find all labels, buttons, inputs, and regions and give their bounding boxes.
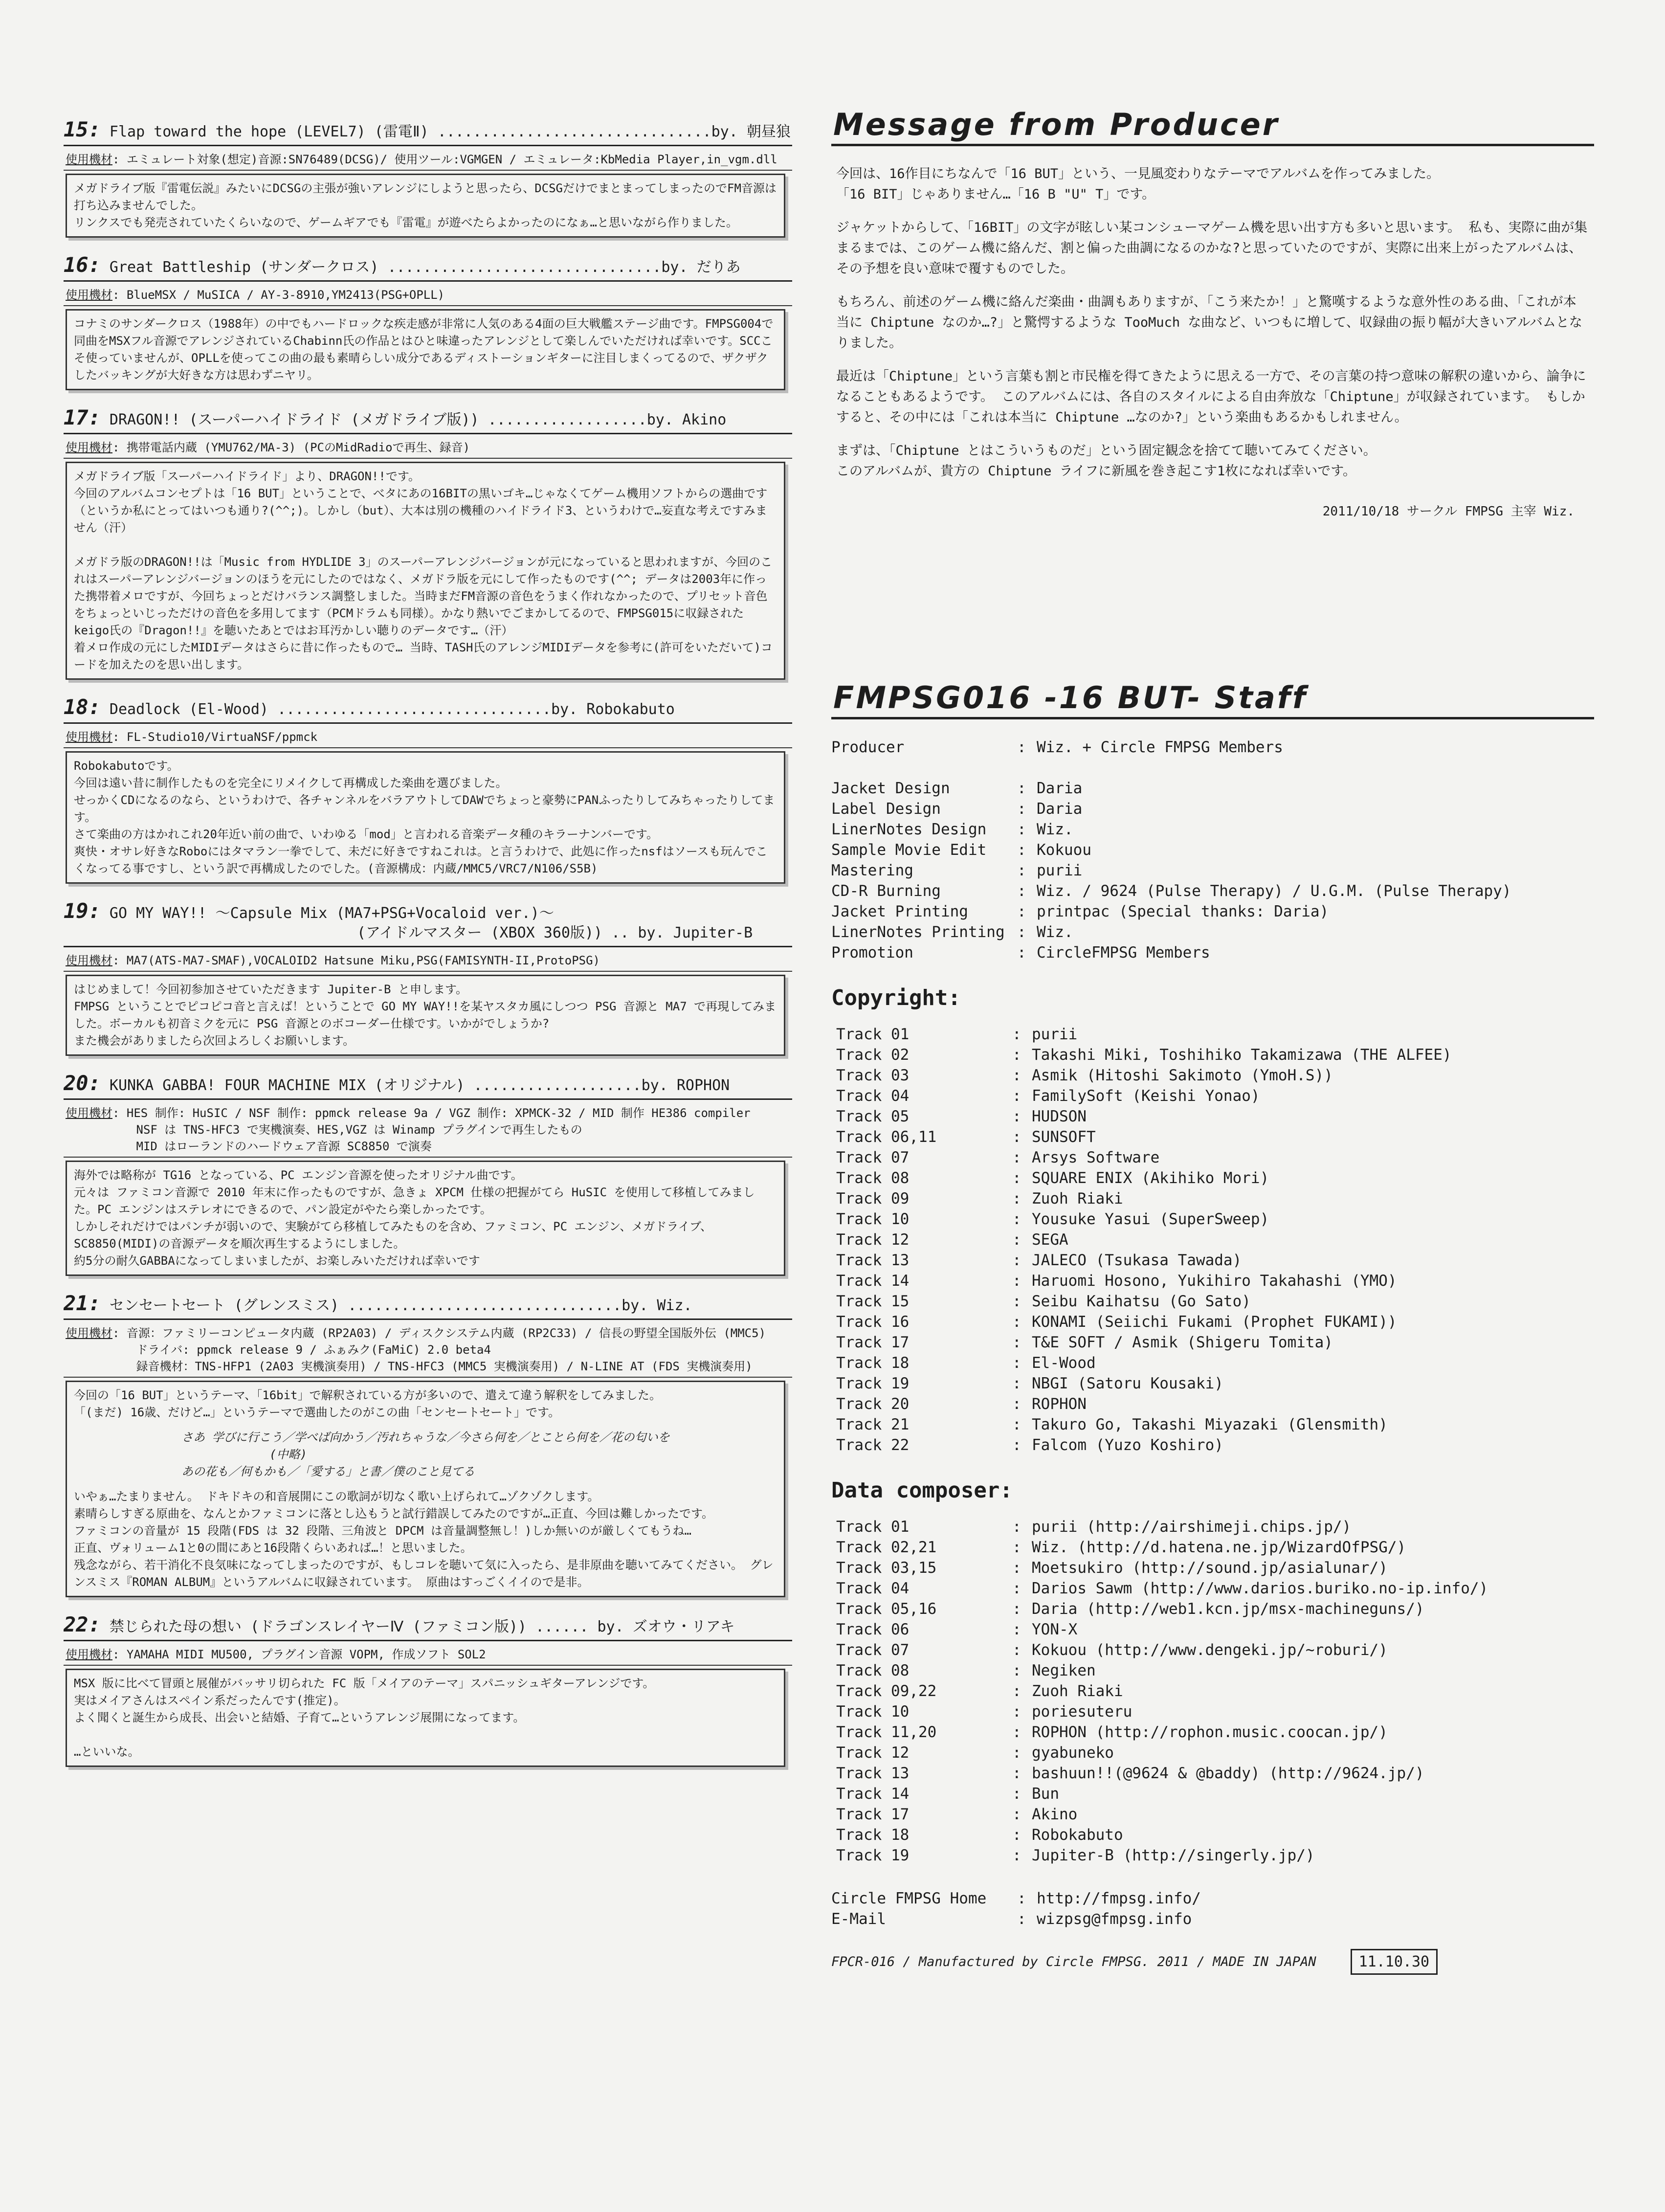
composer-row [831, 1517, 1594, 1537]
colon: : [1017, 944, 1026, 961]
comment-text: コナミのサンダークロス（1988年）の中でもハードロックな疾走感が非常に人気のある4面の巨大戦艦ステージ曲です。FMPSG004で同曲をMSXフル音源でアレンジされているChabinn氏の作品とはひと味違ったアレンジとして楽しんでいただければ幸いです。SCCこそ使っていませんが、OPLLを使ってこの曲の最も素晴らしい成分であるディストーションギターに注目しまくってるので、ザクザクしたバッキングが大好きな方は思わずニヤリ。 [74, 317, 774, 382]
equipment-line [64, 1105, 792, 1158]
copyright-heading: Copyright: [831, 985, 961, 1010]
equipment-text: : HES 制作: HuSIC / NSF 制作: ppmck release 9a / VGZ 制作: XPMCK-32 / MID 制作 HE386 compiler NSF は TNS-HFC3 で実機演奏、HES,VGZ は Winamp プラグインで再生したもの MID はローランドのハードウェア音源 SC8850 で演奏 [112, 1106, 751, 1153]
colon: : [1017, 800, 1026, 818]
row-key: LinerNotes Design [831, 821, 987, 838]
row-key: Track 13 [836, 1251, 910, 1269]
colon: : [1012, 1416, 1021, 1433]
equipment-line [64, 287, 792, 306]
colon: : [1012, 1169, 1021, 1187]
date-badge: 11.10.30 [1351, 1949, 1438, 1975]
colon: : [1012, 1067, 1021, 1084]
row-key: Track 09,22 [836, 1682, 937, 1700]
row-value: Zuoh Riaki [1032, 1682, 1123, 1700]
composer-row [831, 1743, 1594, 1763]
copyright-row [831, 1106, 1594, 1127]
footer [831, 1949, 1594, 1975]
colon: : [1012, 1826, 1021, 1844]
footer-text: FPCR-016 / Manufactured by Circle FMPSG. 2011 / MADE IN JAPAN [831, 1954, 1316, 1969]
row-value: Bun [1032, 1785, 1059, 1803]
copyright-row [831, 1127, 1594, 1147]
colon: : [1012, 1087, 1021, 1105]
colon: : [1012, 1293, 1021, 1310]
row-value: Takuro Go, Takashi Miyazaki (Glensmith) [1032, 1416, 1388, 1433]
row-key: Track 08 [836, 1662, 910, 1679]
comment-box [66, 975, 785, 1056]
track-title: センセートセート (グレンスミス) ...............................by. Wiz. [100, 1297, 692, 1314]
track-entry [64, 1294, 792, 1597]
track-entry [64, 1615, 792, 1767]
copyright-row [831, 1435, 1594, 1455]
track-title-line [64, 408, 792, 434]
row-value: http://fmpsg.info/ [1037, 1890, 1201, 1907]
row-value: ROPHON (http://rophon.music.coocan.jp/) [1032, 1723, 1388, 1741]
equipment-text: : FL-Studio10/VirtuaNSF/ppmck [112, 730, 318, 744]
colon: : [1012, 1539, 1021, 1556]
row-key: Track 22 [836, 1436, 910, 1454]
contact-row [831, 1909, 1594, 1929]
comment-box [66, 751, 785, 884]
copyright-row [831, 1414, 1594, 1435]
producer-staff-column [831, 108, 1594, 1975]
colon: : [1012, 1600, 1021, 1618]
comment-box [66, 1669, 785, 1767]
copyright-row [831, 1353, 1594, 1373]
composer-row [831, 1681, 1594, 1701]
row-value: Wiz. / 9624 (Pulse Therapy) / U.G.M. (Pulse Therapy) [1037, 882, 1511, 900]
composer-heading: Data composer: [831, 1478, 1013, 1503]
row-value: poriesuteru [1032, 1703, 1132, 1720]
message-paragraph: 今回は、16作目にちなんで「16 BUT」という、一見風変わりなテーマでアルバムを作ってみました。 「16 BIT」じゃありません…「16 B "U" T」です。 [836, 166, 1440, 202]
colon: : [1012, 1231, 1021, 1249]
row-value: YON-X [1032, 1621, 1078, 1638]
track-title-line [64, 697, 792, 724]
equipment-text: : 携帯電話内蔵 (YMU762/MA-3) (PCのMidRadioで再生、録音) [112, 441, 470, 454]
equipment-text: : 音源：ファミリーコンピュータ内蔵 (RP2A03) / ディスクシステム内蔵 (RP2C33) / 信長の野望全国版外伝 (MMC5) ドライバ: ppmck release 9 / ふぁみク(FaMiC) 2.0 beta4 録音機材：TNS-HFP1 (2A03 実機演奏用) / TNS-HFC3 (MMC5 実機演奏用) / N-LINE AT (FDS 実機演奏用) [112, 1326, 766, 1373]
row-value: Daria [1037, 800, 1083, 818]
message-paragraph: ジャケットからして、「16BIT」の文字が眩しい某コンシューマゲーム機を思い出す方も多いと思います。 私も、実際に曲が集まるまでは、このゲーム機に絡んだ、割と偏った曲調になるのかな?と思っていたのですが、実際に出来上がったアルバムは、その予想を良い意味で覆すものでした。 [836, 220, 1588, 276]
equipment-line [64, 1325, 792, 1378]
row-key: Track 07 [836, 1149, 910, 1166]
composer-row [831, 1558, 1594, 1578]
track-notes-column [64, 120, 792, 1785]
row-value: SEGA [1032, 1231, 1068, 1249]
copyright-row [831, 1168, 1594, 1188]
row-value: wizpsg@fmpsg.info [1037, 1910, 1192, 1928]
composer-row [831, 1537, 1594, 1558]
equipment-label: 使用機材 [66, 288, 112, 302]
row-key: Track 01 [836, 1026, 910, 1043]
row-key: Track 05,16 [836, 1600, 937, 1618]
track-title: Great Battleship (サンダークロス) ...............................by. だりあ [100, 259, 741, 276]
staff-row [831, 901, 1594, 922]
track-title-line [64, 1615, 792, 1641]
track-title: DRAGON!! (スーパーハイドライド (メガドライブ版)) ..................by. Akino [100, 411, 727, 428]
row-key: Track 09 [836, 1190, 910, 1207]
row-value: CircleFMPSG Members [1037, 944, 1210, 961]
copyright-row [831, 1229, 1594, 1250]
comment-text: 今回の「16 BUT」というテーマ、「16bit」で解釈されている方が多いので、遣えて違う解釈をしてみました。 「(まだ) 16歳、だけど…」というテーマで選曲したのがこの曲「センセートセート」です。 [74, 1388, 662, 1419]
comment-text: メガドライブ版『雷電伝説』みたいにDCSGの主張が強いアレンジにしようと思ったら、DCSGだけでまとまってしまったのでFM音源は打ち込みませんでした。 リンクスでも発売されていたくらいなので、ゲームギアでも『雷電』が遊べたらよかったのになぁ…と思いながら作りました。 [74, 181, 777, 229]
staff-row [831, 922, 1594, 942]
copyright-row [831, 1147, 1594, 1168]
row-key: Track 17 [836, 1806, 910, 1823]
equipment-label: 使用機材 [66, 441, 112, 454]
copyright-row [831, 1209, 1594, 1229]
colon: : [1012, 1621, 1021, 1638]
equipment-line [64, 151, 792, 171]
row-value: Akino [1032, 1806, 1078, 1823]
row-value: El-Wood [1032, 1354, 1096, 1372]
staff-row [831, 860, 1594, 881]
track-number: 19: [64, 901, 101, 923]
colon: : [1017, 923, 1026, 941]
row-value: JALECO (Tsukasa Tawada) [1032, 1251, 1242, 1269]
lyrics-block [74, 1429, 777, 1480]
equipment-line [64, 439, 792, 459]
staff-row [831, 799, 1594, 819]
producer-heading: Message from Producer [831, 108, 1594, 146]
row-key: Promotion [831, 944, 913, 961]
colon: : [1017, 903, 1026, 920]
composer-row [831, 1599, 1594, 1619]
row-value: Yousuke Yasui (SuperSweep) [1032, 1210, 1269, 1228]
row-value: Takashi Miki, Toshihiko Takamizawa (THE ALFEE) [1032, 1046, 1452, 1064]
row-key: Track 18 [836, 1826, 910, 1844]
row-key: LinerNotes Printing [831, 923, 1005, 941]
track-title-line [64, 255, 792, 282]
comment-box [66, 1161, 785, 1276]
composer-row [831, 1763, 1594, 1784]
colon: : [1012, 1765, 1021, 1782]
colon: : [1012, 1785, 1021, 1803]
colon: : [1012, 1375, 1021, 1392]
colon: : [1012, 1354, 1021, 1372]
row-key: Track 21 [836, 1416, 910, 1433]
row-value: HUDSON [1032, 1108, 1087, 1125]
track-number: 17: [64, 408, 101, 429]
row-key: Track 07 [836, 1641, 910, 1659]
track-title-line [64, 1073, 792, 1100]
equipment-label: 使用機材 [66, 1648, 112, 1661]
equipment-label: 使用機材 [66, 1326, 112, 1340]
copyright-row [831, 1086, 1594, 1106]
comment-text: 海外では略称が TG16 となっている、PC エンジン音源を使ったオリジナル曲です。 元々は ファミコン音源で 2010 年末に作ったものですが、急きょ XPCM 仕様の把握がてら HuSIC を使用して移植してみました。PC エンジンはステレオにできるので、パン設定がやたら楽しかったです。 しかしそれだけではパンチが弱いので、実験がてら移植してみたものを含め、ファミコン、PC エンジン、メガドライブ、SC8850(MIDI)の音源データを順次再生するようにしました。 約5分の耐久GABBAになってしまいましたが、お楽しみいただければ幸いです [74, 1168, 755, 1268]
row-value: purii [1032, 1026, 1078, 1043]
colon: : [1017, 780, 1026, 797]
message-paragraph: もちろん、前述のゲーム機に絡んだ楽曲・曲調もありますが、「こう来たか！」と驚嘆するような意外性のある曲、「これが本当に Chiptune なのか…?」と驚愕するような TooMuch な曲など、いつもに増して、収録曲の振り幅が大きいアルバムとなりました。 [836, 294, 1582, 351]
row-key: Track 20 [836, 1395, 910, 1413]
colon: : [1012, 1806, 1021, 1823]
row-value: bashuun!!(@9624 & @baddy) (http://9624.jp/) [1032, 1765, 1424, 1782]
track-number: 18: [64, 697, 101, 719]
copyright-row [831, 1394, 1594, 1414]
row-value: SQUARE ENIX (Akihiko Mori) [1032, 1169, 1269, 1187]
composer-row [831, 1804, 1594, 1825]
equipment-label: 使用機材 [66, 954, 112, 967]
contact-list [831, 1888, 1594, 1929]
track-number: 20: [64, 1073, 101, 1095]
row-value: Daria (http://web1.kcn.jp/msx-machineguns/) [1032, 1600, 1424, 1618]
row-key: Track 10 [836, 1703, 910, 1720]
staff-row [831, 942, 1594, 963]
row-key: E-Mail [831, 1910, 886, 1928]
colon: : [1017, 821, 1026, 838]
row-value: Kokuou (http://www.dengeki.jp/~roburi/) [1032, 1641, 1388, 1659]
row-key: Sample Movie Edit [831, 841, 987, 859]
equipment-label: 使用機材 [66, 730, 112, 744]
row-key: CD-R Burning [831, 882, 941, 900]
row-value: purii [1037, 862, 1083, 879]
colon: : [1017, 841, 1026, 859]
colon: : [1012, 1334, 1021, 1351]
row-key: Track 02 [836, 1046, 910, 1064]
row-key: Track 11,20 [836, 1723, 937, 1741]
row-key: Track 19 [836, 1847, 910, 1864]
row-key: Label Design [831, 800, 941, 818]
row-key: Track 18 [836, 1354, 910, 1372]
track-entry [64, 120, 792, 238]
composer-row [831, 1845, 1594, 1866]
colon: : [1012, 1128, 1021, 1146]
track-title: Deadlock (El-Wood) ...............................by. Robokabuto [100, 701, 675, 718]
equipment-text: : BlueMSX / MuSICA / AY-3-8910,YM2413(PSG+OPLL) [112, 288, 445, 302]
row-value: Moetsukiro (http://sound.jp/asialunar/) [1032, 1559, 1388, 1577]
row-value: KONAMI (Seiichi Fukami (Prophet FUKAMI)) [1032, 1313, 1397, 1331]
row-value: purii (http://airshimeji.chips.jp/) [1032, 1518, 1352, 1536]
row-value: Jupiter-B (http://singerly.jp/) [1032, 1847, 1315, 1864]
colon: : [1017, 738, 1026, 756]
row-key: Track 19 [836, 1375, 910, 1392]
lyric-line: あの花も／何もかも／「愛する」と書／僕のこと見てる [181, 1465, 475, 1478]
row-key: Track 16 [836, 1313, 910, 1331]
staff-list [831, 778, 1594, 963]
track-number: 22: [64, 1615, 101, 1636]
producer-message [836, 164, 1589, 482]
colon: : [1012, 1847, 1021, 1864]
colon: : [1012, 1313, 1021, 1331]
row-key: Jacket Printing [831, 903, 968, 920]
lyric-line: (中略) [269, 1448, 307, 1461]
copyright-row [831, 1373, 1594, 1394]
track-number: 15: [64, 120, 101, 141]
row-key: Track 15 [836, 1293, 910, 1310]
row-value: Darios Sawm (http://www.darios.buriko.no-ip.info/) [1032, 1580, 1488, 1597]
colon: : [1017, 882, 1026, 900]
staff-producer-row [831, 737, 1594, 758]
composer-row [831, 1784, 1594, 1804]
row-key: Track 06 [836, 1621, 910, 1638]
track-title-line [64, 1294, 792, 1320]
copyright-row [831, 1045, 1594, 1065]
row-value: T&E SOFT / Asmik (Shigeru Tomita) [1032, 1334, 1333, 1351]
row-value: Asmik (Hitoshi Sakimoto (YmoH.S)) [1032, 1067, 1333, 1084]
track-title: GO MY WAY!! ～Capsule Mix (MA7+PSG+Vocaloid ver.)～ [100, 905, 554, 922]
staff-row [831, 881, 1594, 901]
colon: : [1012, 1703, 1021, 1720]
contact-row [831, 1888, 1594, 1909]
colon: : [1012, 1682, 1021, 1700]
comment-box [66, 1381, 785, 1597]
row-value: Seibu Kaihatsu (Go Sato) [1032, 1293, 1251, 1310]
row-key: Track 03 [836, 1067, 910, 1084]
equipment-line [64, 952, 792, 972]
row-key: Track 04 [836, 1580, 910, 1597]
track-entry [64, 1073, 792, 1276]
comment-text: はじめまして！今回初参加させていただきます Jupiter-B と申します。 FMPSG ということでピコピコ音と言えば！ということで GO MY WAY!!を某ヤスタカ風にしつつ PSG 音源と MA7 で再現してみました。ボーカルも初音ミクを元に PSG 音源とのボコーダー仕様です。いかがでしょうか? また機会がありましたら次回よろしくお願いします。 [74, 983, 777, 1048]
colon: : [1012, 1723, 1021, 1741]
row-key: Circle FMPSG Home [831, 1890, 987, 1907]
row-key: Track 10 [836, 1210, 910, 1228]
track-title: Flap toward the hope (LEVEL7) (雷電Ⅱ) ...............................by. 朝昼狼 [100, 123, 791, 140]
track-entry [64, 255, 792, 390]
row-value: Haruomi Hosono, Yukihiro Takahashi (YMO) [1032, 1272, 1397, 1290]
row-value: NBGI (Satoru Kousaki) [1032, 1375, 1223, 1392]
message-paragraph: 最近は「Chiptune」という言葉も割と市民権を得てきたように思える一方で、その言葉の持つ意味の解釈の違いから、論争になることもあるようです。 このアルバムには、各自のスタイルによる自由奔放な「Chiptune」が収録されています。 もしかすると、その中には「これは本当に Chiptune …なのか?」という楽曲もあるかもしれません。 [836, 369, 1586, 425]
row-key: Track 01 [836, 1518, 910, 1536]
colon: : [1017, 862, 1026, 879]
row-value: Robokabuto [1032, 1826, 1123, 1844]
staff-row [831, 819, 1594, 840]
colon: : [1012, 1580, 1021, 1597]
copyright-row [831, 1250, 1594, 1271]
copyright-row [831, 1332, 1594, 1353]
row-value: Kokuou [1037, 841, 1091, 859]
copyright-row [831, 1291, 1594, 1312]
staff-role: Producer [831, 738, 905, 756]
colon: : [1012, 1026, 1021, 1043]
row-key: Track 06,11 [836, 1128, 937, 1146]
colon: : [1012, 1744, 1021, 1762]
row-key: Track 17 [836, 1334, 910, 1351]
colon: : [1012, 1518, 1021, 1536]
track-title: 禁じられた母の想い (ドラゴンスレイヤーⅣ (ファミコン版)) ...... by. ズオウ・リアキ [100, 1618, 735, 1635]
row-value: printpac (Special thanks: Daria) [1037, 903, 1329, 920]
row-key: Track 04 [836, 1087, 910, 1105]
row-value: Falcom (Yuzo Koshiro) [1032, 1436, 1223, 1454]
track-entry [64, 408, 792, 680]
comment-box [66, 174, 785, 238]
equipment-text: : エミュレート対象(想定)音源:SN76489(DCSG)/ 使用ツール:VGMGEN / エミュレータ:KbMedia Player,in_vgm.dll [112, 153, 777, 166]
comment-text: いやぁ…たまりません。 ドキドキの和音展開にこの歌詞が切なく歌い上げられて…ゾクゾクします。 素晴らしすぎる原曲を、なんとかファミコンに落とし込もうと試行錯誤してみたのですが…正直、今回は難しかったです。 ファミコンの音量が 15 段階(FDS は 32 段階、三角波と DPCM は音量調整無し！)しか無いのが厳しくてもうね… 正直、ヴォリューム1と0の間にあと16段階くらいあれば…！と思いました。 残念ながら、若干消化不良気味になってしまったのですが、もしコレを聴いて気に入ったら、是非原曲を聴いてみてください。 グレンスミス『ROMAN ALBUM』というアルバムに収録されています。 原曲はすっごくイイので是非。 [74, 1490, 774, 1589]
track-number: 16: [64, 255, 101, 277]
composer-row [831, 1619, 1594, 1640]
equipment-text: : MA7(ATS-MA7-SMAF),VOCALOID2 Hatsune Miku,PSG(FAMISYNTH-II,ProtoPSG) [112, 954, 600, 967]
track-title: KUNKA GABBA! FOUR MACHINE MIX (オリジナル) ...................by. ROPHON [100, 1077, 730, 1094]
colon: : [1017, 1890, 1026, 1907]
row-value: FamilySoft (Keishi Yonao) [1032, 1087, 1260, 1105]
track-entry [64, 901, 792, 1056]
row-value: Zuoh Riaki [1032, 1190, 1123, 1207]
colon: : [1012, 1662, 1021, 1679]
row-key: Track 02,21 [836, 1539, 937, 1556]
row-value: Arsys Software [1032, 1149, 1160, 1166]
comment-box [66, 309, 785, 390]
row-value: Wiz. [1037, 923, 1073, 941]
colon: : [1012, 1046, 1021, 1064]
equipment-label: 使用機材 [66, 153, 112, 166]
staff-member: Wiz. + Circle FMPSG Members [1037, 738, 1283, 756]
track-title-line [64, 120, 792, 146]
colon: : [1012, 1436, 1021, 1454]
comment-text: Robokabutoです。 今回は遠い昔に制作したものを完全にリメイクして再構成した楽曲を選びました。 せっかくCDになるのなら、というわけで、各チャンネルをバラアウトしてDAWでちょっと豪勢にPANふったりしてみちゃったりしてます。 さて楽曲の方はかれこれ20年近い前の曲で、いわゆる「mod」と言われる音楽データ種のキラーナンバーです。 爽快・オサレ好きなRoboにはタマラン一拳でして、未だに好きですねこれは。と言うわけで、此処に作ったnsfはソースも玩んでこくなってる事ですし、という訳で再構成したのでした。(音源構成：内蔵/MMC5/VRC7/N106/S5B) [74, 759, 775, 875]
copyright-row [831, 1188, 1594, 1209]
colon: : [1012, 1190, 1021, 1207]
row-key: Track 12 [836, 1744, 910, 1762]
copyright-row [831, 1312, 1594, 1332]
composer-row [831, 1578, 1594, 1599]
row-value: ROPHON [1032, 1395, 1087, 1413]
comment-text: メガドライブ版「スーパーハイドライド」より、DRAGON!!です。 今回のアルバムコンセプトは「16 BUT」ということで、べタにあの16BITの黒いゴキ…じゃなくてゲーム機用ソフトからの選曲です（というか私にとってはいつも通り?(^^;)。しかし（but）、大本は別の機種のハイドライド3、というわけで…妄直な考えですみません（汗） メガドラ版のDRAGON!!は「Music from HYDLIDE 3」のスーパーアレンジバージョンが元になっていると思われますが、今回のこれはスーパーアレンジバージョンのほうを元にしたのではなく、メガドラ版を元にして作ったものです(^^; データは2003年に作った携帯着メロですが、今回ちょっとだけバランス調整しました。当時まだFM音源の音色をうまく作れなかったので、プリセット音色をちょっといじっただけの音色を多用してます（PCMドラムも同様）。かなり熱いでごまかしてるので、FMPSG015に収録されたkeigo氏の『Dragon!!』を聴いたあとではお耳汚かしい聴りのデータです…（汗） 着メロ作成の元にしたMIDIデータはさらに昔に作ったもので… 当時、TASH氏のアレンジMIDIデータを参考に(許可をいただいて)コードを加えたのを思い出します。 [74, 469, 773, 671]
copyright-row [831, 1024, 1594, 1045]
colon: : [1012, 1641, 1021, 1659]
track-entry [64, 697, 792, 884]
composer-row [831, 1825, 1594, 1845]
row-key: Jacket Design [831, 780, 950, 797]
row-key: Mastering [831, 862, 913, 879]
producer-signature: 2011/10/18 サークル FMPSG 主宰 Wiz. [1322, 504, 1575, 519]
row-key: Track 03,15 [836, 1559, 937, 1577]
colon: : [1012, 1395, 1021, 1413]
track-number: 21: [64, 1294, 101, 1315]
staff-row [831, 778, 1594, 799]
message-paragraph: まずは、「Chiptune とはこういうものだ」という固定観念を捨てて聴いてみてください。 このアルバムが、貴方の Chiptune ライフに新風を巻き起こす1枚になれば幸いです。 [836, 443, 1376, 479]
row-key: Track 14 [836, 1785, 910, 1803]
colon: : [1012, 1251, 1021, 1269]
copyright-row [831, 1065, 1594, 1086]
row-key: Track 05 [836, 1108, 910, 1125]
row-value: Wiz. [1037, 821, 1073, 838]
row-value: Wiz. (http://d.hatena.ne.jp/WizardOfPSG/) [1032, 1539, 1406, 1556]
track-subtitle: (アイドルマスター (XBOX 360版)) .. by. Jupiter-B [357, 924, 753, 941]
row-key: Track 14 [836, 1272, 910, 1290]
row-value: Daria [1037, 780, 1083, 797]
colon: : [1012, 1210, 1021, 1228]
composer-row [831, 1640, 1594, 1660]
comment-text: MSX 版に比べて冒頭と展催がバッサリ切られた FC 版「メイアのテーマ」スパニッシュギターアレンジです。 実はメイアさんはスペイン系だったんです(推定)。 よく聞くと誕生から成長、出会いと結婚、子育て…というアレンジ展開になってます。 …といいな。 [74, 1676, 655, 1759]
lyric-line: さあ 学びに行こう／学べば向かう／汚れちゃうな／今さら何を／とことら何を／花の匂いを [181, 1430, 670, 1444]
composer-row [831, 1660, 1594, 1681]
equipment-text: : YAMAHA MIDI MU500, プラグイン音源 VOPM, 作成ソフト SOL2 [112, 1648, 486, 1661]
equipment-line [64, 1646, 792, 1666]
equipment-line [64, 729, 792, 748]
copyright-row [831, 1271, 1594, 1291]
row-value: Negiken [1032, 1662, 1096, 1679]
row-key: Track 08 [836, 1169, 910, 1187]
equipment-label: 使用機材 [66, 1106, 112, 1120]
colon: : [1017, 1910, 1026, 1928]
colon: : [1012, 1108, 1021, 1125]
colon: : [1012, 1272, 1021, 1290]
composer-row [831, 1701, 1594, 1722]
colon: : [1012, 1149, 1021, 1166]
copyright-list [831, 1024, 1594, 1455]
colon: : [1012, 1559, 1021, 1577]
track-title-line [64, 901, 792, 947]
staff-heading: FMPSG016 -16 BUT- Staff [831, 681, 1594, 719]
row-key: Track 13 [836, 1765, 910, 1782]
comment-box [66, 462, 785, 680]
composer-list [831, 1517, 1594, 1866]
row-value: gyabuneko [1032, 1744, 1114, 1762]
composer-row [831, 1722, 1594, 1743]
staff-row [831, 840, 1594, 860]
row-key: Track 12 [836, 1231, 910, 1249]
row-value: SUNSOFT [1032, 1128, 1096, 1146]
